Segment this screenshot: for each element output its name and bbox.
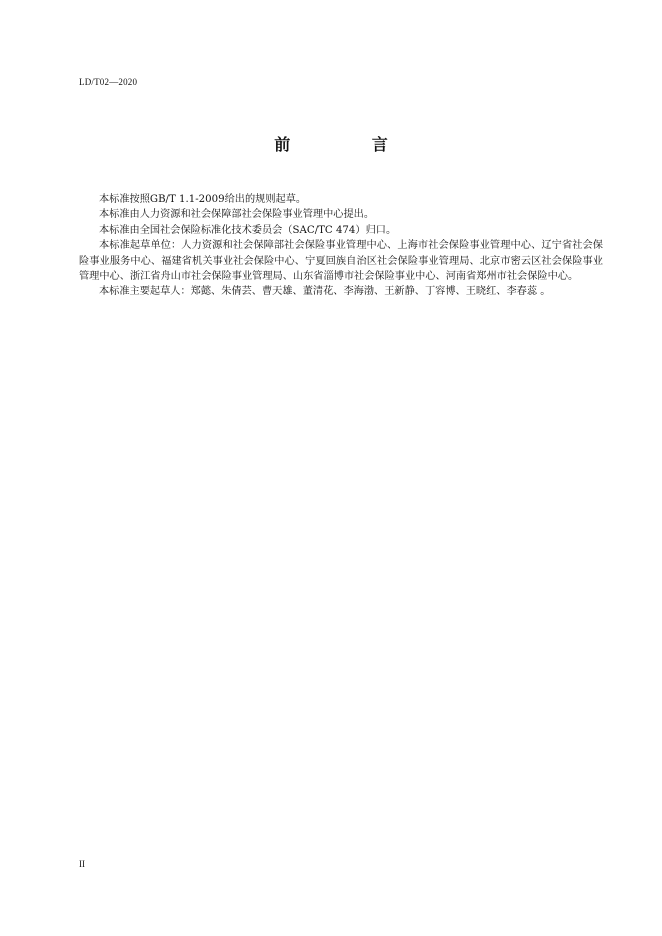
foreword-body [79, 192, 603, 300]
page-title: 前 言 [274, 135, 426, 154]
paragraph-drafting-rules: 本标准按照GB/T 1.1-2009给出的规则起草。 [99, 194, 307, 205]
paragraph-proposer: 本标准由人力资源和社会保障部社会保险事业管理中心提出。 [99, 209, 375, 221]
paragraph-drafting-units: 本标准起草单位：人力资源和社会保障部社会保险事业管理中心、上海市社会保险事业管理中心、辽宁省社会保险事业服务中心、福建省机关事业社会保险中心、宁夏回族自治区社会保险事业管理局、北京市密云区社会保险事业管理中心、浙江省舟山市社会保险事业管理局、山东省淄博市社会保险事业中心、河南省郑州市社会保险中心。 [79, 240, 603, 283]
document-code: LD/T02—2020 [79, 77, 138, 87]
paragraph-committee: 本标准由全国社会保险标准化技术委员会（SAC/TC 474）归口。 [99, 224, 397, 236]
page-number: II [79, 859, 85, 869]
paragraph-drafters: 本标准主要起草人：郑懿、朱倩芸、曹天雄、董清花、李海渤、王新静、丁容博、王晓红、李春蕊 。 [99, 286, 551, 298]
